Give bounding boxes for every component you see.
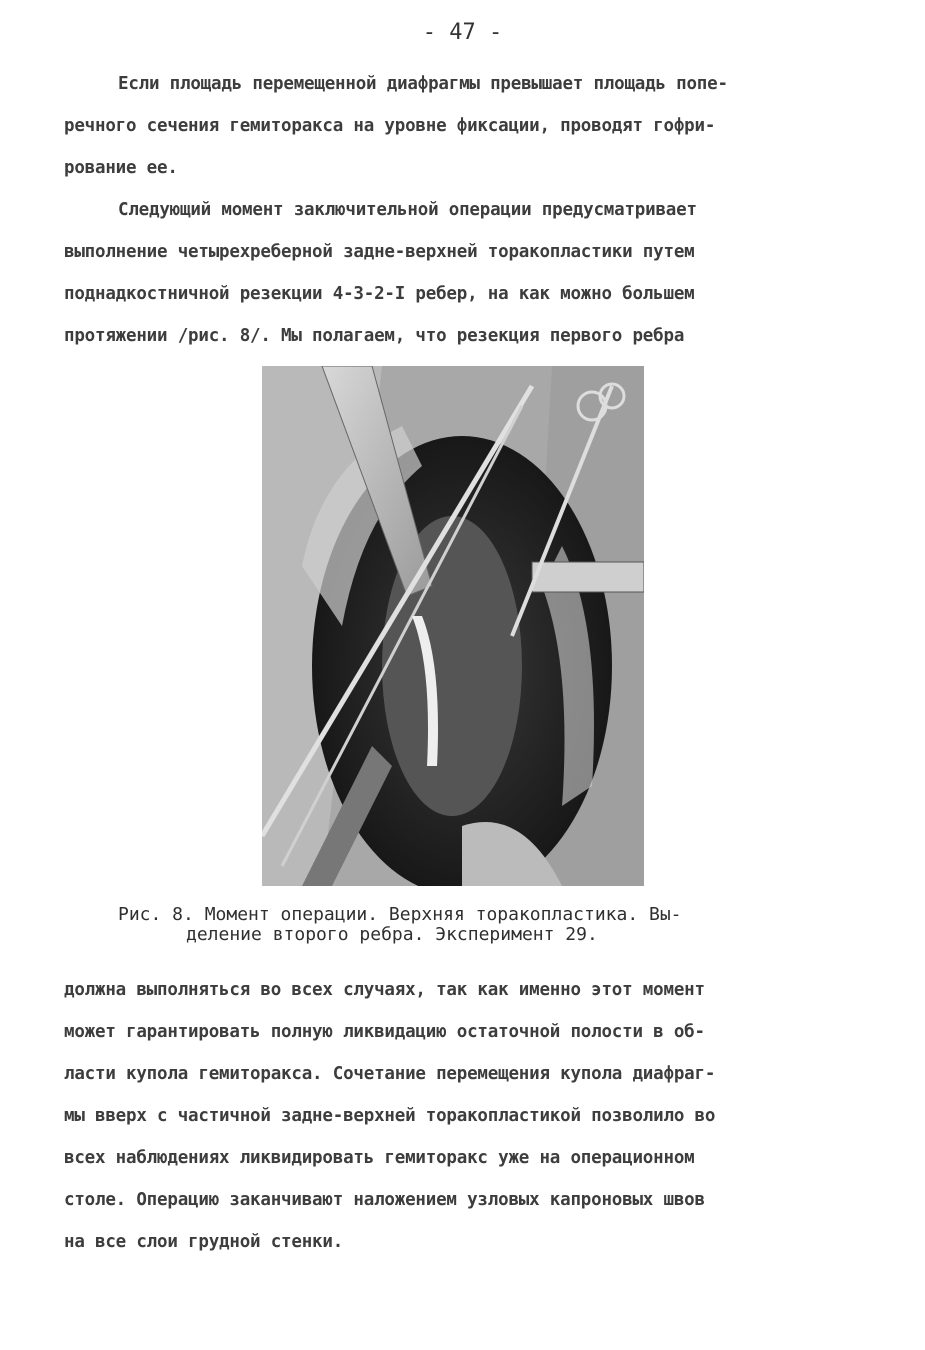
photo-illustration (262, 366, 644, 886)
figure-caption-line-2: деление второго ребра. Эксперимент 29. (186, 924, 598, 945)
text-line: речного сечения гемиторакса на уровне фиксации, проводят гофри- (64, 116, 716, 136)
text-line: выполнение четырехреберной задне-верхней торакопластики путем (64, 242, 695, 262)
text-line: столе. Операцию заканчивают наложением узловых капроновых швов (64, 1190, 705, 1210)
text-line: рование ее. (64, 158, 178, 178)
text-line: должна выполняться во всех случаях, так как именно этот момент (64, 980, 705, 1000)
text-line: может гарантировать полную ликвидацию остаточной полости в об- (64, 1022, 705, 1042)
text-line: ласти купола гемиторакса. Сочетание перемещения купола диафраг- (64, 1064, 716, 1084)
text-line: всех наблюдениях ликвидировать гемиторакс уже на операционном (64, 1148, 695, 1168)
text-line: протяжении /рис. 8/. Мы полагаем, что резекция первого ребра (64, 326, 685, 346)
text-line: на все слои грудной стенки. (64, 1232, 344, 1252)
surgery-photograph (262, 366, 644, 886)
text-line: Если площадь перемещенной диафрагмы превышает площадь попе- (118, 74, 728, 94)
figure-caption-line-1: Рис. 8. Момент операции. Верхняя торакопластика. Вы- (118, 904, 682, 925)
text-line: Следующий момент заключительной операции предусматривает (118, 200, 697, 220)
page-number: - 47 - (422, 20, 503, 45)
text-line: мы вверх с частичной задне-верхней торакопластикой позволило во (64, 1106, 716, 1126)
text-line: поднадкостничной резекции 4-3-2-I ребер, на как можно большем (64, 284, 695, 304)
